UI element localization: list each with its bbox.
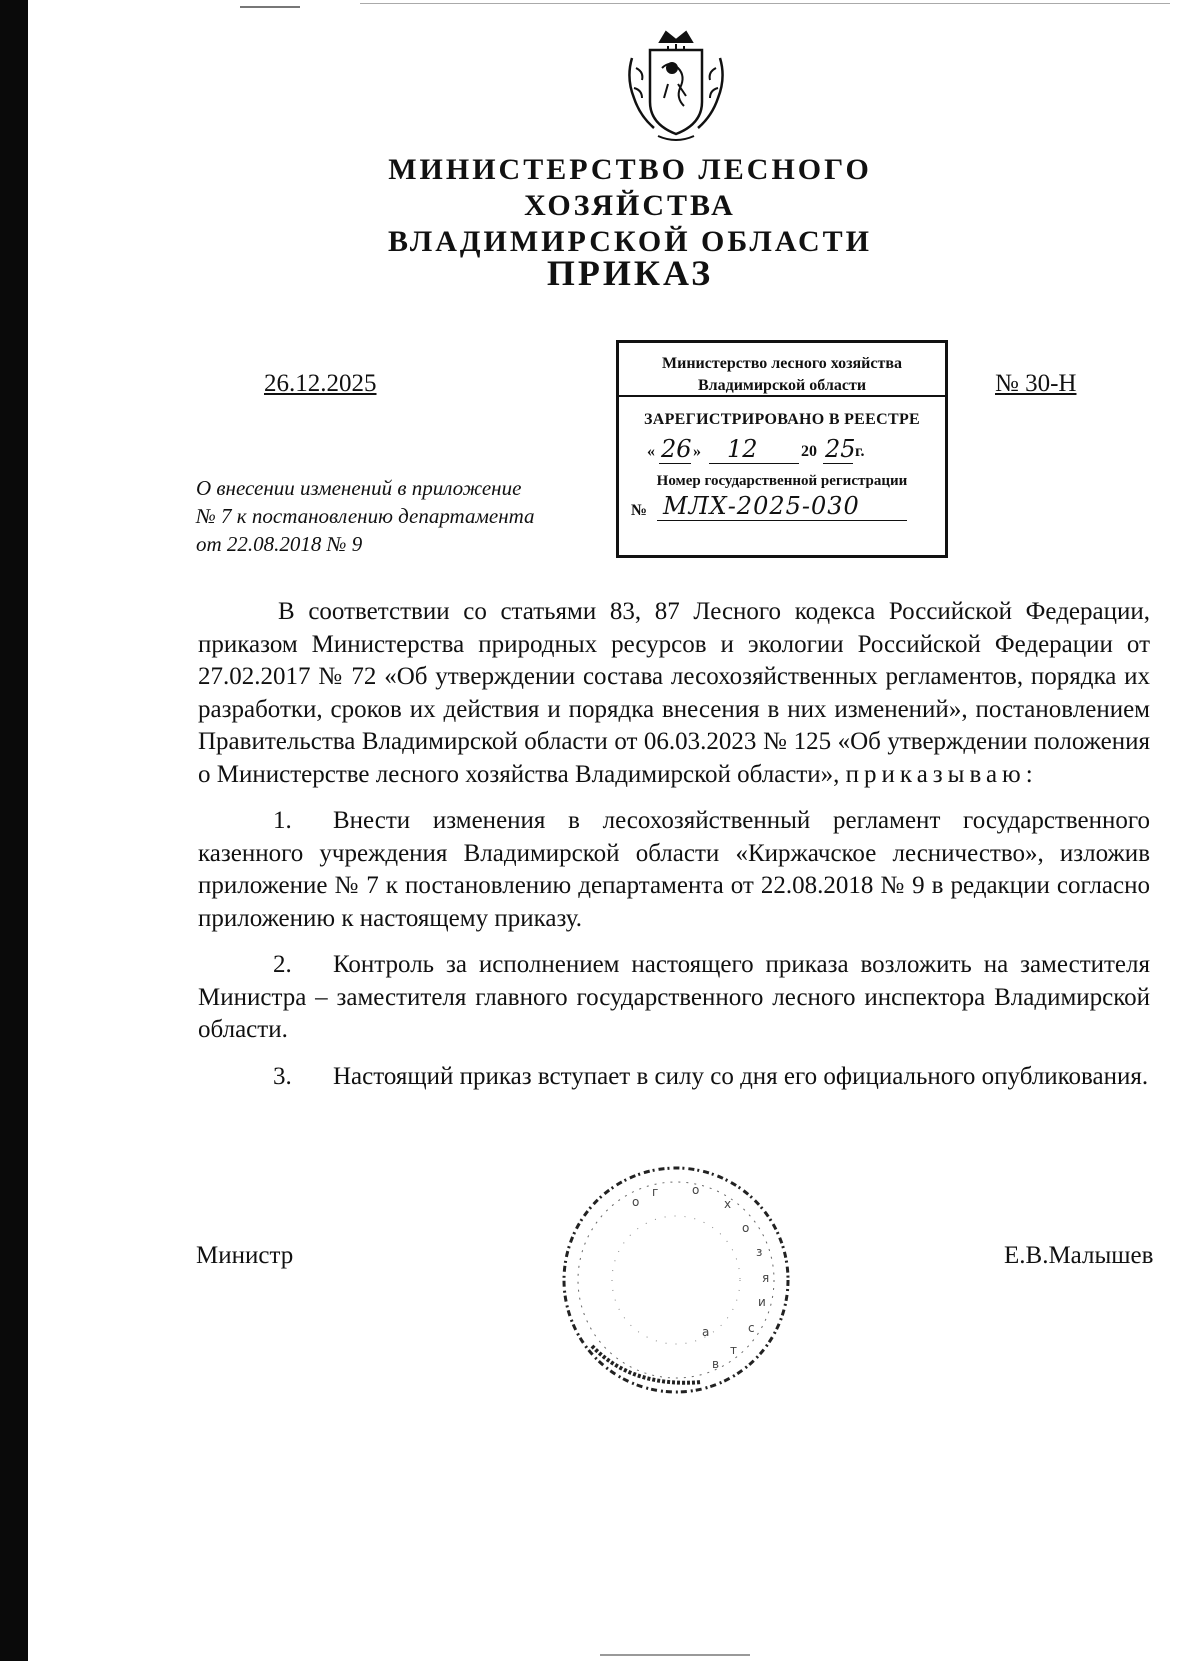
- svg-text:т: т: [730, 1343, 737, 1357]
- document-type-title: ПРИКАЗ: [546, 253, 714, 293]
- svg-text:г: г: [652, 1185, 659, 1199]
- order-item-2: [198, 949, 1150, 1047]
- registration-number-underline: [657, 520, 907, 521]
- registration-month: 12: [727, 435, 758, 463]
- svg-text:и: и: [758, 1295, 766, 1309]
- svg-text:с: с: [748, 1321, 755, 1335]
- scan-artifact-bottom: [600, 1654, 750, 1656]
- ministry-name-line1: МИНИСТЕРСТВО ЛЕСНОГО ХОЗЯЙСТВА: [388, 153, 872, 222]
- preamble-paragraph: [198, 596, 1150, 791]
- order-number: № 30-Н: [995, 370, 1077, 397]
- order-item-1-text: Внести изменения в лесохозяйственный регламент государственного казенного учреждения Владимирской области «Киржачское лесничество», изложив приложение № 7 к постановлению департамента от 22.08.2018 № 9 в редакции согласно приложению к настоящему приказу.: [198, 807, 1150, 932]
- registered-label: ЗАРЕГИСТРИРОВАНО В РЕЕСТРЕ: [643, 411, 920, 428]
- scan-edge-bar: [0, 0, 28, 1661]
- day-underline: [659, 463, 691, 464]
- subject-line1: О внесении изменений в приложение: [196, 476, 522, 500]
- svg-text:о: о: [692, 1183, 700, 1197]
- registration-number-label: Номер государственной регистрации: [656, 473, 908, 489]
- order-item-3-text: Настоящий приказ вступает в силу со дня его официального опубликования.: [333, 1062, 1149, 1090]
- date-open-quote: «: [647, 443, 655, 460]
- order-date: 26.12.2025: [264, 370, 377, 397]
- scan-artifact-top: [240, 6, 300, 8]
- registration-number-sign: №: [631, 502, 648, 519]
- svg-text:о: о: [632, 1195, 640, 1209]
- registration-year-prefix: 20: [801, 443, 817, 460]
- preamble-text: В соответствии со статьями 83, 87 Лесного кодекса Российской Федерации, приказом Министерства природных ресурсов и экологии Российской Федерации от 27.02.2017 № 72 «Об утверждении состава лесохозяйственных регламентов, порядка их разработки, сроков их действия и порядка внесения в них изменений», постановлением Правительства Владимирской области от 06.03.2023 № 125 «Об утверждении положения о Министерстве лесного хозяйства Владимирской области»,: [198, 598, 1150, 788]
- date-close-quote: »: [693, 443, 701, 460]
- month-underline: [709, 463, 799, 464]
- order-item-3-number: 3.: [273, 1062, 292, 1090]
- order-item-3: [198, 1061, 1150, 1094]
- registration-number-value: МЛХ-2025-030: [663, 492, 860, 520]
- registration-year-unit: г.: [855, 443, 865, 460]
- order-item-1-number: 1.: [273, 807, 292, 834]
- svg-text:о: о: [742, 1221, 750, 1235]
- ministry-name-line2: ВЛАДИМИРСКОЙ ОБЛАСТИ: [388, 225, 872, 258]
- year-underline: [823, 463, 853, 464]
- order-item-2-number: 2.: [273, 951, 292, 978]
- coat-of-arms-icon: [620, 28, 732, 146]
- svg-text:а: а: [702, 1325, 710, 1339]
- command-word: приказываю:: [845, 760, 1038, 788]
- registration-org-line1: Министерство лесного хозяйства: [662, 355, 902, 372]
- signer-position: Министр: [196, 1242, 294, 1269]
- order-item-1: [198, 805, 1150, 935]
- order-subject: [196, 474, 596, 558]
- order-item-2-text: Контроль за исполнением настоящего приказа возложить на заместителя Министра – заместителя главного государственного лесного инспектора Владимирской области.: [198, 951, 1150, 1043]
- registration-year-suffix: 25: [825, 435, 856, 463]
- registration-stamp: [616, 340, 948, 558]
- registration-number-row: [619, 490, 945, 524]
- scan-artifact-top-line: [360, 3, 1170, 4]
- svg-text:в: в: [712, 1357, 720, 1371]
- svg-text:я: я: [762, 1271, 770, 1285]
- official-seal-icon: [552, 1156, 800, 1404]
- subject-line3: от 22.08.2018 № 9: [196, 532, 363, 556]
- order-body: [198, 596, 1150, 1107]
- subject-line2: № 7 к постановлению департамента: [196, 504, 535, 528]
- registration-date-row: [619, 435, 945, 471]
- svg-text:х: х: [724, 1197, 732, 1211]
- registration-day: 26: [661, 435, 692, 463]
- registration-stamp-header: [619, 343, 945, 397]
- ministry-name: [300, 152, 960, 260]
- registration-org-line2: Владимирской области: [697, 377, 867, 394]
- svg-text:з: з: [756, 1245, 763, 1259]
- signer-name: Е.В.Малышев: [1004, 1242, 1154, 1269]
